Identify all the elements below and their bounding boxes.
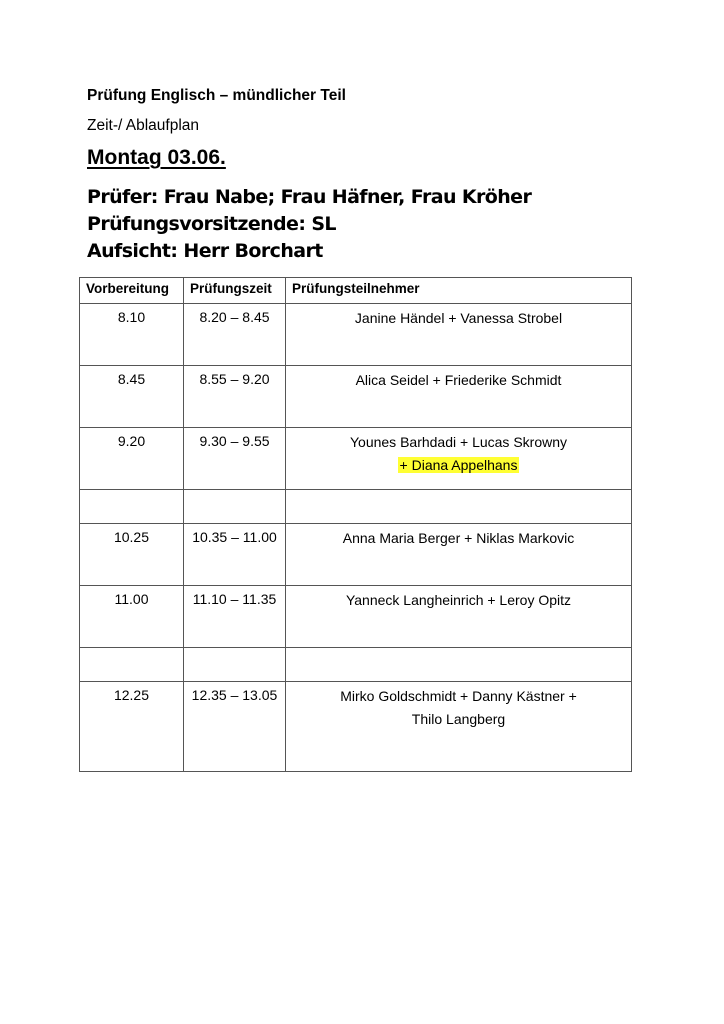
participant-name: Alica Seidel + Friederike Schmidt [355, 372, 562, 388]
participants-cell [286, 366, 632, 428]
participant-name: Thilo Langberg [411, 711, 506, 727]
schedule-body [80, 304, 632, 772]
column-header-preparation: Vorbereitung [80, 278, 184, 304]
column-header-exam-time: Prüfungszeit [184, 278, 286, 304]
table-row [80, 682, 632, 772]
participant-line [286, 304, 631, 332]
participants-cell [286, 648, 632, 682]
table-header-row [80, 278, 632, 304]
participants-cell [286, 682, 632, 772]
participants-cell [286, 490, 632, 524]
schedule-subtitle: Zeit-/ Ablaufplan [87, 117, 200, 134]
preparation-time-cell: 12.25 [80, 682, 184, 772]
exam-time-cell: 9.30 – 9.55 [184, 428, 286, 490]
chair-line: Prüfungsvorsitzende: SL [87, 213, 336, 235]
exam-time-cell: 11.10 – 11.35 [184, 586, 286, 648]
participant-name: Younes Barhdadi + Lucas Skrowny [349, 434, 567, 450]
exam-title: Prüfung Englisch – mündlicher Teil [87, 87, 346, 104]
supervision-line: Aufsicht: Herr Borchart [87, 240, 323, 262]
highlighted-participant: + Diana Appelhans [399, 457, 518, 473]
preparation-time-cell: 9.20 [80, 428, 184, 490]
column-header-participants: Prüfungsteilnehmer [286, 278, 632, 304]
participant-name: Mirko Goldschmidt + Danny Kästner + [340, 688, 577, 704]
table-row [80, 586, 632, 648]
participant-line [286, 451, 631, 479]
preparation-time-cell [80, 648, 184, 682]
preparation-time-cell: 10.25 [80, 524, 184, 586]
examiners-line: Prüfer: Frau Nabe; Frau Häfner, Frau Kröher [87, 186, 532, 208]
table-row [80, 490, 632, 524]
table-row [80, 524, 632, 586]
participant-line [286, 366, 631, 394]
participant-line [286, 586, 631, 614]
preparation-time-cell: 8.45 [80, 366, 184, 428]
participant-name: Anna Maria Berger + Niklas Markovic [342, 530, 575, 546]
preparation-time-cell [80, 490, 184, 524]
table-row [80, 304, 632, 366]
participants-cell [286, 586, 632, 648]
table-row [80, 648, 632, 682]
table-row [80, 366, 632, 428]
exam-time-cell [184, 648, 286, 682]
schedule-table [79, 277, 632, 772]
participant-name: Janine Händel + Vanessa Strobel [354, 310, 563, 326]
participant-name: Yanneck Langheinrich + Leroy Opitz [345, 592, 572, 608]
exam-time-cell: 10.35 – 11.00 [184, 524, 286, 586]
exam-date: Montag 03.06. [87, 146, 226, 169]
participant-line [286, 705, 631, 733]
exam-time-cell: 12.35 – 13.05 [184, 682, 286, 772]
participants-cell [286, 524, 632, 586]
participants-cell [286, 428, 632, 490]
table-row [80, 428, 632, 490]
participants-cell [286, 304, 632, 366]
preparation-time-cell: 8.10 [80, 304, 184, 366]
exam-time-cell: 8.20 – 8.45 [184, 304, 286, 366]
participant-line [286, 524, 631, 552]
exam-time-cell: 8.55 – 9.20 [184, 366, 286, 428]
exam-time-cell [184, 490, 286, 524]
preparation-time-cell: 11.00 [80, 586, 184, 648]
